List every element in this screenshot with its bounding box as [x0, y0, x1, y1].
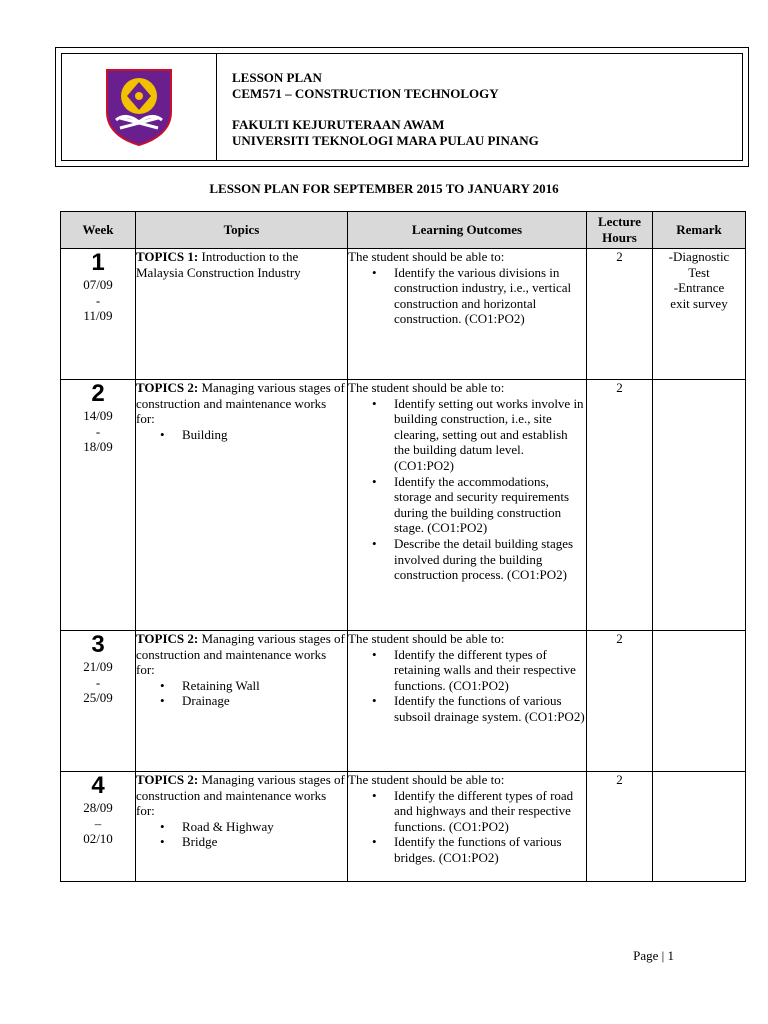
topic-text: Introduction to the Malaysia Construction Industry: [136, 249, 301, 280]
week-number: 2: [91, 380, 105, 407]
topic-label: TOPICS 1:: [136, 249, 199, 264]
outcome-item: • Identify the various divisions in construction industry, i.e., vertical construction and horizontal construction. (CO1:PO2): [348, 265, 586, 327]
week-start-date: 14/09: [83, 408, 113, 423]
lecture-hours: 2: [616, 631, 623, 646]
topic-item: • Drainage: [136, 693, 347, 709]
outcome-item: • Identify the different types of retaining walls and their respective functions. (CO1:PO2): [348, 647, 586, 694]
hours-cell: [587, 380, 653, 631]
topic-item: • Retaining Wall: [136, 678, 347, 694]
outcome-item: • Identify setting out works involve in building construction, i.e., site clearing, setting out and establish the building datum level. (CO1:PO2): [348, 396, 586, 474]
week-number: 3: [91, 631, 105, 658]
header-line-2: CEM571 – CONSTRUCTION TECHNOLOGY: [232, 85, 499, 101]
remark-line: exit survey: [670, 295, 728, 311]
hours-cell: [587, 249, 653, 380]
col-header-hours: [587, 212, 653, 249]
outcome-item: • Identify the functions of various bridges. (CO1:PO2): [348, 834, 586, 865]
table-row: [61, 249, 746, 380]
table-row: [61, 631, 746, 772]
col-header-week: Week: [61, 212, 136, 249]
outcomes-intro: The student should be able to:: [348, 631, 505, 646]
remark-cell: [653, 249, 746, 380]
col-header-outcomes: Learning Outcomes: [348, 212, 587, 249]
week-end-date: 02/10: [83, 831, 113, 847]
lecture-hours: 2: [616, 249, 623, 264]
document-title: LESSON PLAN FOR SEPTEMBER 2015 TO JANUARY 2016: [209, 181, 559, 196]
topic-cell: [136, 631, 348, 772]
outcomes-intro: The student should be able to:: [348, 380, 505, 395]
lecture-hours: 2: [616, 380, 623, 395]
week-date-separator: -: [95, 423, 101, 439]
page-number: Page | 1: [633, 948, 674, 963]
outcome-item: • Identify the functions of various subsoil drainage system. (CO1:PO2): [348, 693, 586, 724]
col-header-hours-line2: Hours: [602, 230, 637, 245]
week-cell: [61, 380, 136, 631]
header-text: [232, 70, 539, 148]
header-line-4: UNIVERSITI TEKNOLOGI MARA PULAU PINANG: [232, 132, 539, 148]
remark-cell: [653, 380, 746, 631]
topic-item: • Building: [136, 427, 347, 443]
topic-label: TOPICS 2:: [136, 772, 199, 787]
week-start-date: 28/09: [83, 800, 113, 815]
week-start-date: 07/09: [83, 277, 113, 292]
col-header-hours-line1: Lecture: [597, 214, 642, 230]
week-date-separator: -: [95, 292, 101, 308]
outcomes-cell: [348, 772, 587, 882]
outcomes-cell: [348, 631, 587, 772]
header-divider: [216, 53, 217, 161]
week-end-date: 11/09: [83, 308, 113, 324]
week-date-separator: -: [95, 674, 101, 690]
table-header-row: [61, 212, 746, 249]
remark-cell: [653, 631, 746, 772]
outcomes-list: [348, 396, 586, 583]
week-number: 4: [91, 772, 105, 799]
outcomes-intro: The student should be able to:: [348, 772, 505, 787]
outcome-item: • Describe the detail building stages involved during the building construction process. (CO1:PO2): [348, 536, 586, 583]
week-cell: [61, 249, 136, 380]
remark-cell: [653, 772, 746, 882]
topic-text: Managing various stages of construction and maintenance works for:: [136, 631, 345, 678]
lesson-plan-table: [60, 211, 746, 882]
col-header-remark: Remark: [653, 212, 746, 249]
table-row: [61, 772, 746, 882]
outcomes-list: [348, 647, 586, 725]
header-line-3: FAKULTI KEJURUTERAAN AWAM: [232, 117, 445, 132]
topic-item: • Road & Highway: [136, 819, 347, 835]
outcome-item: • Identify the different types of road and highways and their respective functions. (CO1:PO2): [348, 788, 586, 835]
week-end-date: 25/09: [83, 690, 113, 706]
week-cell: [61, 631, 136, 772]
topic-cell: [136, 249, 348, 380]
week-cell: [61, 772, 136, 882]
table-row: [61, 380, 746, 631]
topic-text: Managing various stages of construction and maintenance works for:: [136, 380, 345, 427]
topic-list: [136, 819, 347, 850]
hours-cell: [587, 631, 653, 772]
week-end-date: 18/09: [83, 439, 113, 455]
university-crest-icon: [104, 68, 174, 146]
topic-list: [136, 427, 347, 443]
topic-text: Managing various stages of construction and maintenance works for:: [136, 772, 345, 819]
remark-line: -Diagnostic: [668, 249, 730, 264]
topic-item: • Bridge: [136, 834, 347, 850]
lecture-hours: 2: [616, 772, 623, 787]
outcomes-list: [348, 265, 586, 327]
topic-cell: [136, 380, 348, 631]
topic-label: TOPICS 2:: [136, 631, 199, 646]
outcomes-cell: [348, 380, 587, 631]
remark-line: Test: [688, 264, 710, 280]
topic-cell: [136, 772, 348, 882]
outcome-item: • Identify the accommodations, storage and security requirements during the building construction stage. (CO1:PO2): [348, 474, 586, 536]
header-line-1: LESSON PLAN: [232, 70, 322, 85]
week-start-date: 21/09: [83, 659, 113, 674]
outcomes-intro: The student should be able to:: [348, 249, 505, 264]
topic-list: [136, 678, 347, 709]
col-header-topics: Topics: [136, 212, 348, 249]
outcomes-list: [348, 788, 586, 866]
week-number: 1: [91, 249, 105, 276]
remark-line: -Entrance: [673, 280, 725, 296]
topic-label: TOPICS 2:: [136, 380, 199, 395]
outcomes-cell: [348, 249, 587, 380]
week-date-separator: –: [94, 815, 102, 831]
hours-cell: [587, 772, 653, 882]
